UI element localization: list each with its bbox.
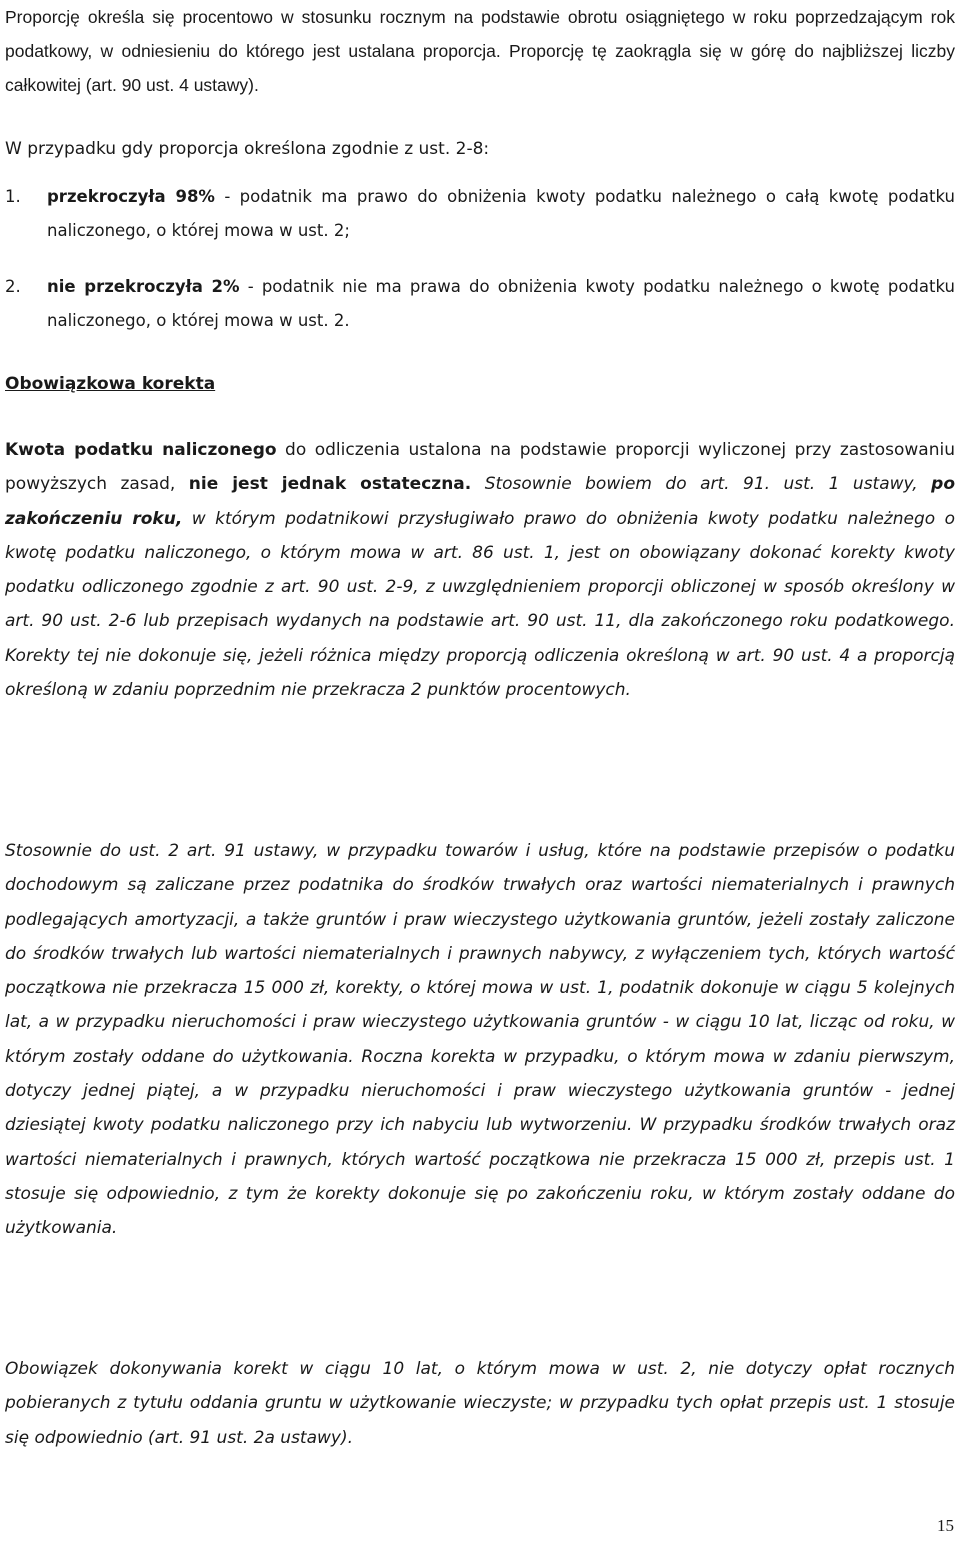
list-item-text: - podatnik ma prawo do obniżenia kwoty podatku należnego o całą kwotę podatku naliczonego, o której mowa w ust. 2; [47, 187, 956, 240]
ust2-paragraph [5, 834, 955, 1246]
korekta-bold-start: Kwota podatku naliczonego [5, 440, 277, 460]
list-item-bold: nie przekroczyła 2% [47, 277, 240, 296]
obligation-text: Obowiązek dokonywania korekt w ciągu 10 lat, o którym mowa w ust. 2, nie dotyczy opłat rocznych pobieranych z tytułu oddania gruntu w użytkowanie wieczyste; w przypadku tych opłat przepis ust. 1 stosuje się odpowiednio (art. 91 ust. 2a ustawy). [5, 1359, 955, 1448]
page-number: 15 [937, 1516, 954, 1535]
list-item-bold: przekroczyła 98% [47, 187, 215, 206]
ust2-text: Stosownie do ust. 2 art. 91 ustawy, w przypadku towarów i usług, które na podstawie przepisów o podatku dochodowym są zaliczane przez podatnika do środków trwałych oraz wartości niematerialnych i prawnych podlegających amortyzacji, a także gruntów i praw wieczystego użytkowania gruntów, jeżeli zostały zaliczone do środków trwałych lub wartości niematerialnych i prawnych nabywcy, z wyłączeniem tych, których wartość początkowa nie przekracza 15 000 zł, korekty, o której mowa w ust. 1, podatnik dokonuje w ciągu 5 kolejnych lat, a w przypadku nieruchomości i praw wieczystego użytkowania gruntów - w ciągu 10 lat, licząc od roku, w którym zostały oddane do użytkowania. Roczna korekta w przypadku, o którym mowa w zdaniu pierwszym, dotyczy jednej piątej, a w przypadku nieruchomości i praw wieczystego użytkowania gruntów - jednej dziesiątej kwoty podatku naliczonego przy ich nabyciu lub wytworzeniu. W przypadku środków trwałych oraz wartości niematerialnych i prawnych, których wartość początkowa nie przekracza 15 000 zł, przepis ust. 1 stosuje się odpowiednio, z tym że korekty dokonuje się po zakończeniu roku, w którym zostały oddane do użytkowania. [5, 841, 955, 1239]
korekta-paragraph [5, 433, 955, 707]
list-item-number: 1. [5, 187, 21, 206]
list-item-number: 2. [5, 277, 21, 296]
list-item-body [47, 270, 955, 338]
case-intro-paragraph [5, 136, 955, 162]
intro-text: Proporcję określa się procentowo w stosunku rocznym na podstawie obrotu osiągniętego w roku poprzedzającym rok podatkowy, w odniesieniu do którego jest ustalana proporcja. Proporcję tę zaokrągla się w górę do najbliższej liczby całkowitej (art. 90 ust. 4 ustawy). [5, 7, 955, 95]
korekta-italic-2: w którym podatnikowi przysługiwało prawo do obniżenia kwoty podatku należnego o kwotę podatku naliczonego, o którym mowa w art. 86 ust. 1, jest on obowiązany dokonać korekty kwoty podatku odliczonego zgodnie z art. 90 ust. 2-9, z uwzględnieniem proporcji obliczonej w sposób określony w art. 90 ust. 2-6 lub przepisach wydanych na podstawie art. 90 ust. 11, dla zakończonego roku podatkowego. Korekty tej nie dokonuje się, jeżeli różnica między proporcją odliczenia określoną w art. 90 ust. 4 a proporcją określoną w zdaniu poprzednim nie przekracza 2 punktów procentowych. [5, 508, 956, 701]
section-heading: Obowiązkowa korekta [5, 374, 216, 394]
obligation-paragraph [5, 1352, 955, 1455]
korekta-bold-end: nie jest jednak ostateczna. [188, 474, 472, 495]
korekta-mid: do odliczenia ustalona na podstawie proporcji wyliczonej przy zastosowaniu powyższych zasad, [5, 440, 955, 495]
korekta-italic-1: Stosownie bowiem do art. 91. ust. 1 ustawy, [471, 474, 932, 495]
korekta-bold-italic: po zakończeniu roku, [5, 474, 956, 529]
intro-paragraph [5, 0, 955, 102]
list-item-text: - podatnik nie ma prawa do obniżenia kwoty podatku należnego o kwotę podatku naliczonego, o której mowa w ust. 2. [47, 277, 955, 330]
list-item-body [47, 180, 955, 248]
case-intro-text: W przypadku gdy proporcja określona zgodnie z ust. 2-8: [5, 139, 490, 159]
